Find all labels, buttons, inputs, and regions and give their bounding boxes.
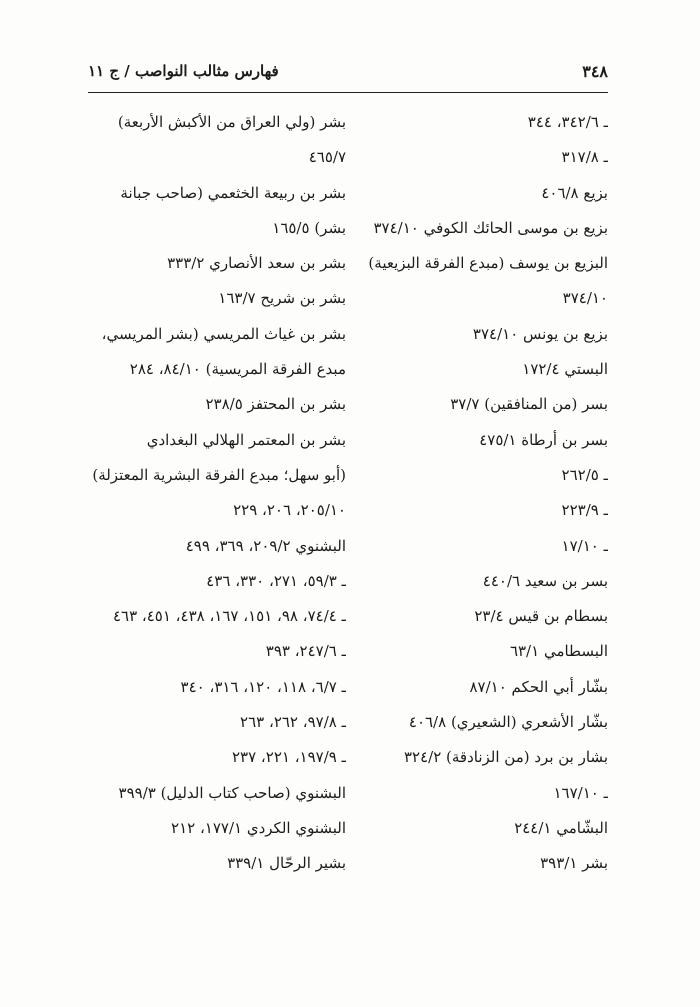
running-title: فهارس مثالب النواصب / ج ١١	[88, 62, 279, 80]
index-column-right	[368, 105, 608, 882]
page-header	[88, 62, 608, 92]
index-entry: البشنوي (صاحب كتاب الدليل) ٣٩٩/٣	[118, 783, 346, 802]
index-entry: ـ ٦/٧، ١١٨، ١٢٠، ٣١٦، ٣٤٠	[180, 677, 346, 696]
index-entry: ـ ٢٦٢/٥	[561, 465, 608, 484]
index-entry: بزيع بن موسى الحائك الكوفي ٣٧٤/١٠	[373, 218, 608, 237]
index-entry: مبدع الفرقة المريسية) ٨٤/١٠، ٢٨٤	[129, 360, 346, 379]
index-entry: بشر بن غياث المريسي (بشر المريسي،	[101, 324, 346, 343]
index-entry: ـ ٣٤٢/٦، ٣٤٤	[527, 113, 608, 131]
index-entry: ـ ٣١٧/٨	[561, 148, 608, 167]
index-entry: بشر ٣٩٣/١	[540, 854, 608, 873]
index-column-left	[76, 105, 346, 882]
index-entry: ـ ٢٢٣/٩	[561, 501, 608, 520]
index-entry: ٣٧٤/١٠	[562, 289, 608, 308]
index-entry: بسطام بن قيس ٢٣/٤	[474, 607, 608, 626]
index-entry: بشر بن ربيعة الخثعمي (صاحب جبانة	[120, 183, 346, 202]
index-entry: البشنوي ٢٠٩/٢، ٣٦٩، ٤٩٩	[185, 536, 346, 555]
page-number: ٣٤٨	[582, 62, 608, 81]
index-entry: بشار بن برد (من الزنادقة) ٣٢٤/٢	[403, 748, 608, 767]
index-entry: بشّار أبي الحكم ٨٧/١٠	[469, 677, 608, 696]
index-entry: بشر بن شريح ١٦٣/٧	[218, 289, 346, 308]
index-entry: (أبو سهل؛ مبدع الفرقة البشرية المعتزلة)	[92, 465, 346, 484]
index-entry: البشنوي الكردي ١٧٧/١، ٢١٢	[171, 818, 346, 837]
index-entry: بشّار الأشعري (الشعيري) ٤٠٦/٨	[408, 713, 608, 732]
index-entry: البستي ١٧٢/٤	[522, 360, 608, 379]
index-entry: ـ ٧٤/٤، ٩٨، ١٥١، ١٦٧، ٤٣٨، ٤٥١، ٤٦٣	[112, 607, 346, 626]
index-entry: بزيع ٤٠٦/٨	[541, 183, 608, 202]
index-entry: البسطامي ٦٣/١	[509, 642, 608, 661]
index-entry: ـ ٢٤٧/٦، ٣٩٣	[265, 642, 346, 661]
index-entry: ٢٠٥/١٠، ٢٠٦، ٢٢٩	[233, 501, 346, 520]
index-entry: بشر بن المحتفز ٢٣٨/٥	[205, 395, 346, 414]
index-entry: بشر بن سعد الأنصاري ٣٣٣/٢	[167, 254, 346, 273]
index-entry: بزيع بن يونس ٣٧٤/١٠	[472, 324, 608, 343]
index-entry: ـ ٩٧/٨، ٢٦٢، ٢٦٣	[240, 713, 346, 732]
index-entry: ـ ١٦٧/١٠	[553, 783, 608, 802]
index-entry: بشر بن المعتمر الهلالي البغدادي	[146, 430, 346, 449]
index-entry: ـ ٥٩/٣، ٢٧١، ٣٣٠، ٤٣٦	[206, 571, 346, 590]
header-divider	[88, 92, 608, 93]
index-entry: بشر (ولي العراق من الأكبش الأربعة)	[117, 113, 346, 131]
index-entry: ـ ١٧/١٠	[561, 536, 608, 555]
index-entry: البزيع بن يوسف (مبدع الفرقة البزيعية)	[368, 254, 608, 273]
index-entry: بسر بن أرطاة ٤٧٥/١	[479, 430, 608, 449]
index-entry: بشر) ١٦٥/٥	[272, 218, 346, 237]
index-entry: بسر بن سعيد ٤٤٠/٦	[482, 571, 608, 590]
index-entry: ٤٦٥/٧	[308, 148, 346, 167]
index-entry: ـ ١٩٧/٩، ٢٢١، ٢٣٧	[231, 748, 346, 767]
index-entry: بسر (من المنافقين) ٣٧/٧	[450, 395, 608, 414]
index-entry: البشّامي ٢٤٤/١	[514, 818, 608, 837]
index-entry: بشير الرحّال ٣٣٩/١	[227, 854, 346, 873]
